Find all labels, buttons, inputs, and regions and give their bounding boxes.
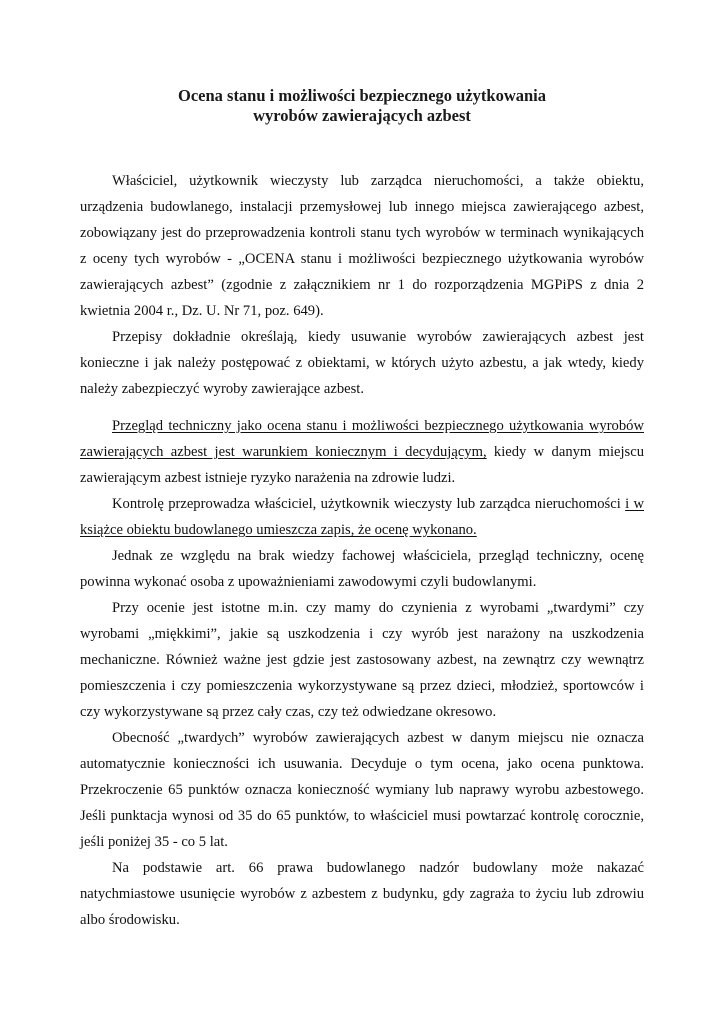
title-line-1: Ocena stanu i możliwości bezpiecznego użytkowania — [177, 86, 547, 105]
control-statement-start: Kontrolę przeprowadza właściciel, użytkownik wieczysty lub zarządca nieruchomości — [112, 496, 626, 512]
underlined-inspection-statement: Przegląd techniczny jako ocena stanu i możliwości bezpiecznego użytkowania wyrobów zawierających azbest jest warunkiem koniecznym i decydującym, — [80, 418, 644, 460]
inspection-statement-rest: kiedy w danym miejscu zawierającym azbest istnieje ryzyko narażenia na zdrowie ludzi. — [80, 444, 644, 486]
paragraph-technical-inspection — [80, 413, 644, 491]
title-line-2: wyrobów zawierających azbest — [253, 106, 471, 125]
paragraph-regulations: Przepisy dokładnie określają, kiedy usuwanie wyrobów zawierających azbest jest konieczne i jak należy postępować z obiektami, w których użyto azbestu, a jak wtedy, kiedy należy zabezpieczyć wyroby zawierające azbest. — [80, 329, 644, 397]
paragraph-building-supervision: Na podstawie art. 66 prawa budowlanego nadzór budowlany może nakazać natychmiastowe usunięcie wyrobów z azbestem z budynku, gdy zagraża to życiu lub zdrowiu albo środowisku. — [80, 860, 644, 928]
document-body — [80, 168, 644, 933]
document-title — [80, 86, 644, 126]
paragraph-owner-obligation: Właściciel, użytkownik wieczysty lub zarządca nieruchomości, a także obiektu, urządzenia budowlanego, instalacji przemysłowej lub innego miejsca zawierającego azbest, zobowiązany jest do przeprowadzenia kontroli stanu tych wyrobów w terminach wynikających z oceny tych wyrobów - „OCENA stanu i możliwości bezpiecznego użytkowania wyrobów zawierających azbest” (zgodnie z załącznikiem nr 1 do rozporządzenia MGPiPS z dnia 2 kwietnia 2004 r., Dz. U. Nr 71, poz. 649). — [80, 173, 644, 319]
underlined-logbook-statement: i w książce obiektu budowlanego umieszcza zapis, że ocenę wykonano. — [80, 496, 644, 538]
paragraph-assessment-criteria: Przy ocenie jest istotne m.in. czy mamy do czynienia z wyrobami „twardymi” czy wyrobami „miękkimi”, jakie są uszkodzenia i czy wyrób jest narażony na uszkodzenia mechaniczne. Również ważne jest gdzie jest zastosowany azbest, na zewnątrz czy wewnątrz pomieszczenia i czy pomieszczenia wykorzystywane są przez dzieci, młodzież, sportowców i czy wykorzystywane są przez cały czas, czy też odwiedzane okresowo. — [80, 600, 644, 720]
paragraph-control — [80, 491, 644, 543]
paragraph-scoring: Obecność „twardych” wyrobów zawierających azbest w danym miejscu nie oznacza automatycznie konieczności ich usuwania. Decyduje o tym ocena, jako ocena punktowa. Przekroczenie 65 punktów oznacza konieczność wymiany lub naprawy wyrobu azbestowego. Jeśli punktacja wynosi od 35 do 65 punktów, to właściciel musi powtarzać kontrolę corocznie, jeśli poniżej 35 - co 5 lat. — [80, 730, 644, 850]
paragraph-professional-assessment: Jednak ze względu na brak wiedzy fachowej właściciela, przegląd techniczny, ocenę powinna wykonać osoba z upoważnieniami zawodowymi czyli budowlanymi. — [80, 548, 644, 590]
